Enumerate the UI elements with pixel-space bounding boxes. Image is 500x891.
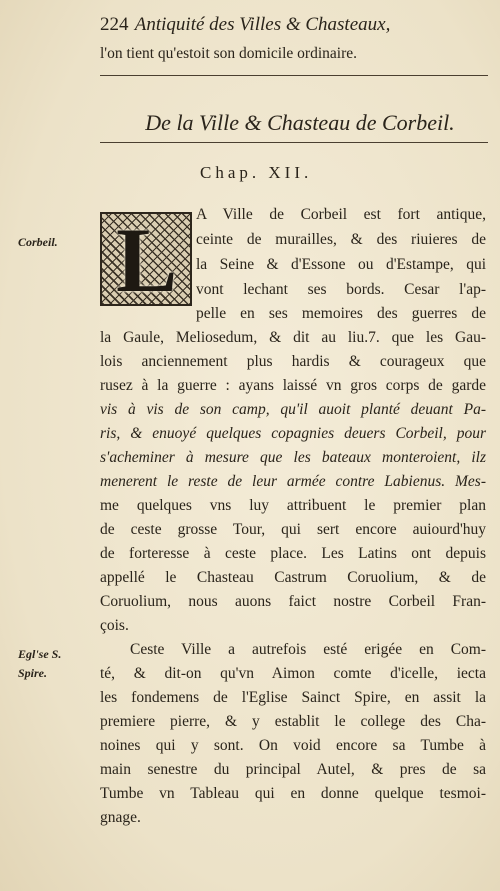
text-line: Ceste Ville a autrefois esté erigée en Com- bbox=[130, 641, 486, 658]
continuation-line: l'on tient qu'estoit son domicile ordinaire. bbox=[100, 45, 357, 62]
text-line: lois anciennement plus hardis & courageux que bbox=[100, 353, 486, 370]
text-line: gnage. bbox=[100, 809, 141, 826]
margin-note-spire: Spire. bbox=[18, 666, 48, 680]
text-line: noines qui y sont. On void encore sa Tumbe à bbox=[100, 737, 486, 754]
running-title: Antiquité des Villes & Chasteaux, bbox=[134, 14, 391, 35]
page-number: 224 bbox=[100, 14, 129, 35]
running-header bbox=[100, 14, 490, 36]
text-line: rusez à la guerre : ayans laissé vn gros corps de garde bbox=[100, 377, 486, 394]
chapter-heading: Chap. XII. bbox=[200, 163, 313, 182]
text-line: ris, & enuoyé quelques copagnies deuers Corbeil, pour bbox=[100, 425, 486, 442]
text-line: menerent le reste de leur armée contre Labienus. Mes- bbox=[100, 473, 486, 490]
margin-note-corbeil: Corbeil. bbox=[18, 235, 58, 249]
text-line: s'acheminer à mesure que les bateaux monteroient, ilz bbox=[100, 449, 486, 466]
section-title: De la Ville & Chasteau de Corbeil. bbox=[145, 110, 455, 135]
text-line: pelle en ses memoires des guerres de bbox=[196, 305, 486, 322]
text-line: vis à vis de son camp, qu'il auoit planté deuant Pa- bbox=[100, 401, 486, 418]
text-line: ceinte de murailles, & des riuieres de bbox=[196, 231, 486, 248]
drop-cap-letter: L bbox=[116, 209, 178, 311]
margin-note-eglise: Egl'se S. bbox=[18, 647, 62, 661]
header-rule bbox=[100, 75, 488, 76]
text-line: Tumbe vn Tableau qui en donne quelque tesmoi- bbox=[100, 785, 486, 802]
text-line: de ceste grosse Tour, qui sert encore auiourd'huy bbox=[100, 521, 486, 538]
text-line: çois. bbox=[100, 617, 129, 634]
text-line: appellé le Chasteau Castrum Coruolium, & de bbox=[100, 569, 486, 586]
text-line: premiere pierre, & y establit le college des Cha- bbox=[100, 713, 486, 730]
text-line: les fondemens de l'Eglise Sainct Spire, en assit la bbox=[100, 689, 486, 706]
text-line: té, & dit-on qu'vn Aimon comte d'icelle, iecta bbox=[100, 665, 486, 682]
ornamental-drop-cap bbox=[100, 209, 192, 311]
text-line: vont lechant ses bords. Cesar l'ap- bbox=[196, 281, 486, 298]
text-line: la Seine & d'Essone ou d'Estampe, qui bbox=[196, 256, 486, 273]
text-line: main senestre du principal Autel, & pres de sa bbox=[100, 761, 486, 778]
text-line: la Gaule, Meliosedum, & dit au liu.7. que les Gau- bbox=[100, 329, 486, 346]
title-rule bbox=[100, 142, 488, 143]
text-line: me quelques vns luy attribuent le premier plan bbox=[100, 497, 486, 514]
text-line: A Ville de Corbeil est fort antique, bbox=[196, 206, 486, 223]
text-line: Coruolium, nous auons faict nostre Corbeil Fran- bbox=[100, 593, 486, 610]
text-line: de forteresse à ceste place. Les Latins ont depuis bbox=[100, 545, 486, 562]
